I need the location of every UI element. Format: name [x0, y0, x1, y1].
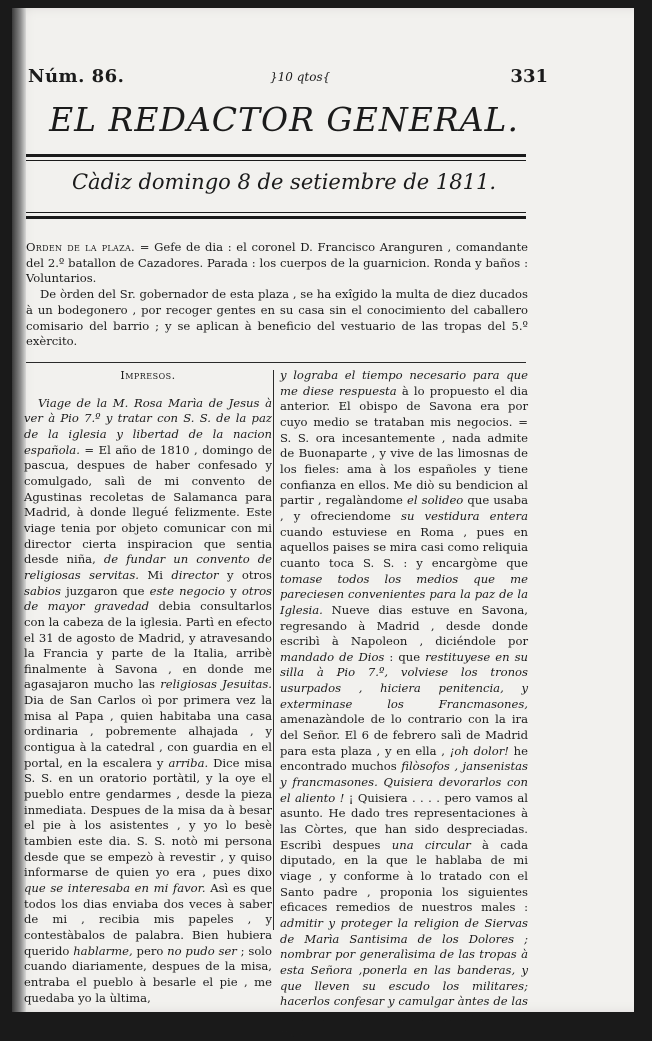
- right-text-segment: su vestidura entera: [401, 508, 528, 523]
- right-text-segment: tomase todos los medios que me pareciesen convenientes para la paz de la Iglesia.: [280, 571, 528, 617]
- right-column: [280, 368, 528, 1041]
- left-text-segment: = El año de 1810 , domingo de pascua, despues de haber confesado y comulgado, salì de mi convento de Agustinas recoletas de Salamanca para Madrid, à donde llegué felizmente. Este viage tenia por objeto comunicar con mi director cierta inspiracion que sentia desde niña,: [24, 442, 272, 567]
- left-text-segment: hablarme,: [73, 943, 133, 958]
- left-text-segment: y otros: [218, 567, 272, 582]
- header-row: [20, 66, 548, 96]
- dateline-rule-thin: [26, 212, 526, 213]
- left-text-segment: Dia de San Carlos oì por primera vez la misa al Papa , quien habitaba una casa ordinaria , pobremente alhajada , y contigua à la catedral , con guardia en el portal, en la escalera y: [24, 693, 272, 770]
- price-label: }10 qtos{: [270, 70, 331, 84]
- left-text-segment: que se interesaba en mi favor.: [24, 881, 206, 895]
- left-text-segment: religiosas Jesuitas.: [160, 677, 272, 692]
- orden-text-2: De òrden del Sr. gobernador de esta plaza , se ha exîgido la multa de diez ducados à un bodegonero , por recoger gentes en su casa sin el conocimiento del caballero comisario del barrio ; y se aplican à beneficio del vestuario de las tropas del 5.º exèrcito.: [26, 287, 528, 349]
- masthead-rule-thick: [26, 154, 526, 157]
- left-text-segment: juzgaron que: [60, 583, 150, 598]
- left-text-segment: pero: [132, 943, 168, 958]
- right-text-segment: à cada diputado, en la que le hablaba de mi viage , y conforme à lo tratado con el Santo padre , proponia los siguientes eficaces remedios de nuestros males :: [280, 837, 528, 915]
- left-text-segment: otros de mayor gravedad: [24, 583, 273, 614]
- masthead-rule-thin: [26, 160, 526, 161]
- orden-de-la-plaza: [26, 240, 528, 350]
- left-text-segment: y: [225, 583, 242, 598]
- right-text-segment: restituyese en su silla à Pio 7.º, volviese los tronos usurpados , hiciera penitencia, y exterminase los Francmasones,: [280, 649, 529, 711]
- impresos-heading: Impresos.: [120, 369, 176, 382]
- page-number: 331: [510, 66, 548, 87]
- right-text-segment: y lograba el tiempo necesario para que me diese respuesta: [280, 368, 528, 398]
- left-text-segment: Viage de la M. Rosa Marìa de Jesus à ver à Pio 7.º y tratar con S. S. de la paz de la iglesia y libertad de la nacion española.: [24, 395, 272, 457]
- left-text-segment: ; solo cuando diariamente, despues de la misa, entraba el pueblo à besarle el pie , me quedaba yo la ùltima,: [24, 943, 272, 1005]
- right-text-segment: Nueve dias estuve en Savona, regresando à Madrid , desde donde escribì à Napoleon , diciéndole por: [280, 602, 528, 649]
- orden-text-1: = Gefe de dia : el coronel D. Francisco Aranguren , comandante del 2.º batallon de Cazadores. Parada : los cuerpos de la guarnicion. Ronda y baños : Voluntarios.: [26, 240, 529, 286]
- left-text-segment: Mi: [138, 567, 172, 582]
- left-text-segment: sabios: [24, 583, 61, 598]
- right-column-text: [280, 368, 528, 1041]
- right-text-segment: amenazàndole de lo contrario con la ira del Señor. El 6 de febrero salì de Madrid para esta plaza , y en ella ,: [280, 712, 528, 758]
- right-text-segment: el solideo: [406, 493, 464, 508]
- orden-label: Orden de la plaza.: [26, 240, 136, 254]
- right-text-segment: cuando estuviese en Roma , pues en aquellos paises se mira casi como reliquia cuanto toca S. S. : y encargòme que: [280, 524, 528, 570]
- left-text-segment: Asì es que todos los dias enviaba dos veces à saber de mi , recibia mis papeles , y contestàbalos de palabra. Bien hubiera querido: [24, 881, 272, 958]
- right-text-segment: mandado de Dios: [280, 649, 385, 664]
- right-text-segment: he encontrado muchos: [280, 743, 528, 774]
- masthead-title: EL REDACTOR GENERAL.: [49, 100, 519, 139]
- left-text-segment: debia consultarlos con la cabeza de la iglesia. Partì en efecto el 31 de agosto de Madrid, y atravesando la Francia y parte de la Italia, arribè finalmente à Savona , en donde me agasajaron mucho las: [24, 599, 272, 692]
- left-text-segment: no pudo ser: [167, 943, 237, 958]
- right-text-segment: admitir y proteger la religion de Siervas de Marìa Santisima de los Dolores ; nombrar por generalìsima de las tropas à esta Señora ,ponerla en las banderas, y que lleven su escudo los militares; hacerlos confesar y camulgar àntes de las batallas ; mandar un ayuno general de tres: [280, 915, 528, 1040]
- left-column: [24, 368, 272, 1006]
- dateline-rule-thick: [26, 216, 526, 219]
- right-text-segment: que usaba , y ofreciendome: [280, 493, 528, 523]
- left-text-segment: arriba.: [168, 755, 209, 770]
- left-column-text: [24, 396, 272, 1007]
- column-divider: [273, 370, 274, 930]
- right-text-segment: filòsofos , jansenistas y francmasones. Quisiera devorarlos con el aliento !: [280, 759, 528, 805]
- left-text-segment: este negocio: [149, 583, 226, 598]
- dateline: Càdiz domingo 8 de setiembre de 1811.: [71, 170, 497, 194]
- right-text-segment: à lo propuesto el dia anterior. El obispo de Savona era por cuyo medio se trataban mis negocios. = S. S. ora incesantemente , nada admite de Buonaparte , y vive de las limosnas de los fieles: ama à los españoles y tiene confianza en ellos. Me diò su bendicion al partir , regalàndome: [280, 383, 529, 508]
- right-text-segment: ¡ Quisiera . . . . pero vamos al asunto. He dado tres representaciones à las Còrtes, que han sido despreciadas. Escribì despues: [280, 790, 529, 852]
- section-divider: [26, 362, 526, 363]
- issue-number: Núm. 86.: [28, 66, 125, 87]
- left-text-segment: Dice misa S. S. en un oratorio portàtil, y la oye el pueblo entre gendarmes , desde la pieza inmediata. Despues de la misa da à besar el pie à los asistentes , y yo lo besè tambien este dia. S. S. notò mi persona desde que se empezò à revestir , y quiso informarse de quien yo era , pues dixo: [24, 755, 273, 880]
- left-text-segment: de fundar un convento de religiosas servitas.: [24, 552, 272, 582]
- left-text-segment: director: [171, 567, 219, 582]
- right-text-segment: una circular: [391, 837, 471, 852]
- right-text-segment: : que: [384, 649, 426, 664]
- right-text-segment: ¡oh dolor!: [449, 743, 509, 758]
